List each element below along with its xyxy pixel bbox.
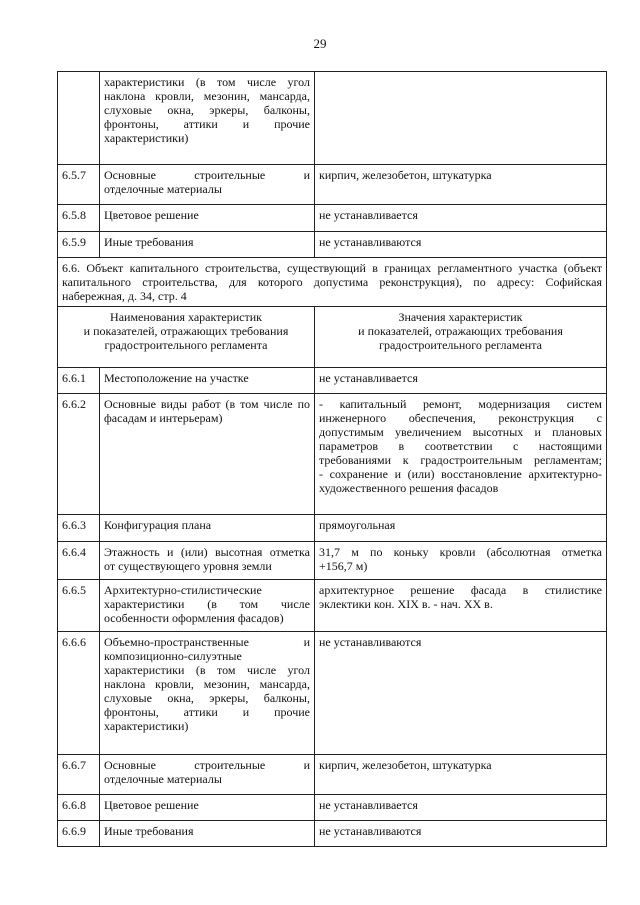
characteristic-name [100,515,315,542]
text-line: наклона кровли, мезонин, мансарда, [104,677,310,691]
row-number [58,72,100,165]
text-line: Иные требования [104,824,194,838]
text-line: и показателей, отражающих требования [358,324,563,338]
row-number: 6.6.6 [58,632,100,755]
text-line: характеристики (в том числе [104,597,310,611]
row-number: 6.6.7 [58,755,100,795]
text-line: не устанавливаются [319,235,422,249]
table-header-row [58,307,607,368]
table-row [58,394,607,515]
text-line: характеристики) [104,719,189,733]
section-heading [58,258,607,307]
table-row [58,580,607,632]
column-header-characteristics [58,307,315,368]
text-line: эклектики кон. XIX в. - нач. XX в. [319,597,493,611]
characteristic-name [100,165,315,205]
table-row [58,368,607,394]
row-number: 6.5.9 [58,232,100,258]
text-line: кирпич, железобетон, штукатурка [319,758,492,772]
text-line: Основные строительные и [104,758,310,772]
text-line: не устанавливаются [319,824,422,838]
row-number: 6.6.3 [58,515,100,542]
text-line: особенности оформления фасадов) [104,611,284,625]
text-line: характеристики) [104,131,189,145]
page-number: 29 [313,36,327,51]
text-line: отделочные материалы [104,772,222,786]
text-line: капитального строительства, для которого допустима реконструкция), по адресу: Софийская [62,275,602,289]
text-line: не устанавливаются [319,635,422,649]
text-line: требованиями к градостроительным регламентам; [319,453,602,467]
row-number: 6.6.4 [58,542,100,580]
text-line: отделочные материалы [104,182,222,196]
characteristic-value [315,232,607,258]
row-number: 6.6.1 [58,368,100,394]
text-line: слуховые окна, эркеры, балконы, [104,103,310,117]
text-line: Наименования характеристик [110,310,262,324]
table-row [58,821,607,847]
text-line: художественного решения фасадов [319,481,499,495]
column-header-values [315,307,607,368]
text-line: Цветовое решение [104,208,199,222]
characteristic-value [315,368,607,394]
characteristic-name [100,821,315,847]
text-line: Основные виды работ (в том числе по [104,397,310,411]
text-line: Местоположение на участке [104,371,249,385]
text-line: композиционно-силуэтные [104,649,242,663]
characteristic-name [100,580,315,632]
characteristic-name [100,368,315,394]
table-body-main [58,368,607,847]
text-line: наклона кровли, мезонин, мансарда, [104,89,310,103]
table-row [58,795,607,821]
regulation-table [57,71,607,847]
table-row [58,165,607,205]
text-line: архитектурное решение фасада в стилистике [319,583,602,597]
characteristic-name [100,205,315,232]
row-number: 6.6.5 [58,580,100,632]
text-line: Конфигурация плана [104,518,212,532]
text-line: Архитектурно-стилистические [104,583,262,597]
text-line: Объемно-пространственные и [104,635,310,649]
characteristic-value [315,72,607,165]
text-line: Цветовое решение [104,798,199,812]
row-number: 6.6.8 [58,795,100,821]
characteristic-name [100,632,315,755]
row-number: 6.6.2 [58,394,100,515]
section-heading-row [58,258,607,307]
text-line: фронтоны, аттики и прочие [104,705,310,719]
characteristic-value [315,515,607,542]
text-line: набережная, д. 34, стр. 4 [62,289,187,303]
text-line: допустимым увеличением высотных и плановых [319,425,602,439]
row-number: 6.5.7 [58,165,100,205]
table-row [58,632,607,755]
text-line: характеристики (в том числе угол [104,75,310,89]
text-line: - капитальный ремонт, модернизация систем [319,397,602,411]
characteristic-name [100,795,315,821]
row-number: 6.6.9 [58,821,100,847]
characteristic-value [315,165,607,205]
characteristic-value [315,394,607,515]
characteristic-value [315,821,607,847]
characteristic-value [315,755,607,795]
text-line: не устанавливается [319,208,418,222]
text-line: +156,7 м) [319,559,368,573]
text-line: фасадам и интерьерам) [104,411,223,425]
text-line: фронтоны, аттики и прочие [104,117,310,131]
characteristic-name [100,755,315,795]
text-line: прямоугольная [319,518,396,532]
characteristic-value [315,542,607,580]
characteristic-value [315,580,607,632]
text-line: инженерного обеспечения, реконструкция с [319,411,602,425]
text-line: 31,7 м по коньку кровли (абсолютная отметка [319,545,602,559]
table-row [58,755,607,795]
text-line: градостроительного регламента [379,338,542,352]
text-line: Основные строительные и [104,168,310,182]
text-line: и показателей, отражающих требования [83,324,289,338]
text-line: не устанавливается [319,371,418,385]
text-line: параметров в соответствии с настоящими [319,439,602,453]
text-line: слуховые окна, эркеры, балконы, [104,691,310,705]
characteristic-value [315,632,607,755]
characteristic-name [100,72,315,165]
table-row [58,72,607,165]
text-line: градостроительного регламента [104,338,268,352]
table-row [58,205,607,232]
table-body-top [58,72,607,258]
characteristic-name [100,232,315,258]
text-line: от существующего уровня земли [104,559,272,573]
characteristic-value [315,205,607,232]
row-number: 6.5.8 [58,205,100,232]
table-row [58,232,607,258]
section-heading-body [58,258,607,368]
characteristic-name [100,542,315,580]
characteristic-value [315,795,607,821]
text-line: кирпич, железобетон, штукатурка [319,168,492,182]
text-line: характеристики (в том числе угол [104,663,310,677]
text-line: 6.6. Объект капитального строительства, существующий в границах регламентного участка (объект [62,261,602,275]
text-line: Значения характеристик [398,310,523,324]
text-line: Этажность и (или) высотная отметка [104,545,310,559]
characteristic-name [100,394,315,515]
table-row [58,542,607,580]
text-line: Иные требования [104,235,194,249]
text-line: - сохранение и (или) восстановление архитектурно- [319,467,602,481]
table-row [58,515,607,542]
text-line: не устанавливается [319,798,418,812]
